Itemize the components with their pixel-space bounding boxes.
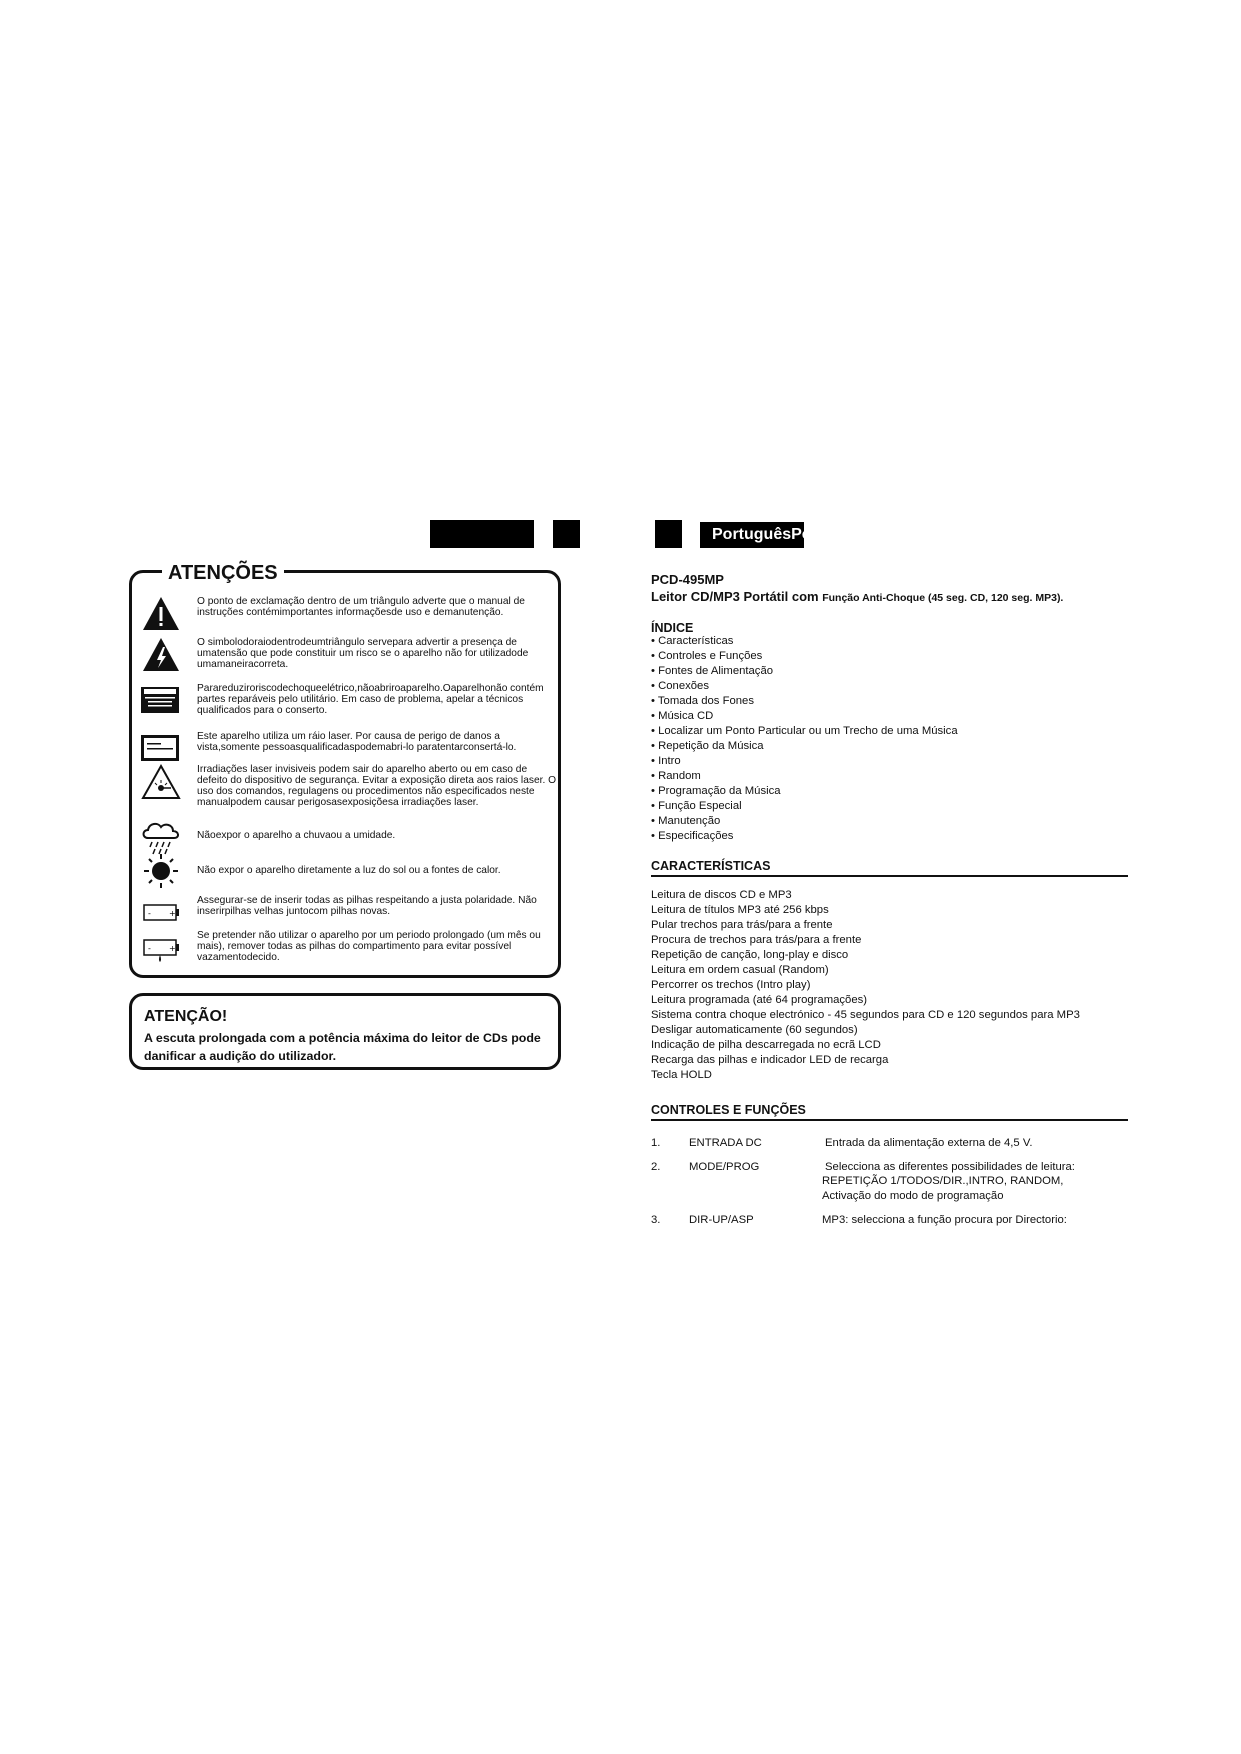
svg-text:-: -: [148, 944, 151, 953]
laser-class-label-icon: [140, 731, 184, 767]
svg-text:+: +: [169, 944, 176, 953]
features-list: [651, 888, 1080, 1083]
list-item: Recarga das pilhas e indicador LED de recarga: [651, 1054, 889, 1066]
header-block-2: [553, 520, 580, 548]
exclamation-triangle-icon: [140, 596, 184, 632]
list-item: • Repetição da Música: [651, 740, 764, 752]
list-item: Leitura de títulos MP3 até 256 kbps: [651, 904, 829, 916]
list-item: • Função Especial: [651, 800, 742, 812]
features-title: CARACTERÍSTICAS: [651, 859, 1128, 877]
list-item: Repetição de canção, long-play e disco: [651, 949, 849, 961]
list-item: • Fontes de Alimentação: [651, 665, 774, 677]
list-item: Desligar automaticamente (60 segundos): [651, 1024, 858, 1036]
list-item: • Random: [651, 770, 701, 782]
list-item: • Controles e Funções: [651, 650, 763, 662]
product-subtitle: Leitor CD/MP3 Portátil com Função Anti-Choque (45 seg. CD, 120 seg. MP3).: [651, 589, 1064, 604]
list-item: Leitura em ordem casual (Random): [651, 964, 829, 976]
list-item: • Manutenção: [651, 815, 721, 827]
index-list: [651, 634, 958, 844]
list-item: Leitura programada (até 64 programações): [651, 994, 868, 1006]
list-item: • Especificações: [651, 830, 734, 842]
rain-cloud-icon: [140, 820, 184, 856]
header-block-3: [655, 520, 682, 548]
list-item: • Tomada dos Fones: [651, 695, 754, 707]
list-item: Percorrer os trechos (Intro play): [651, 979, 811, 991]
model-number: PCD-495MP: [651, 572, 724, 587]
svg-text:+: +: [169, 909, 176, 918]
list-item: • Intro: [651, 755, 681, 767]
svg-text:-: -: [148, 909, 151, 918]
lightning-triangle-icon: [140, 637, 184, 673]
warnings-title: ATENÇÕES: [162, 560, 284, 586]
controls-title: CONTROLES E FUNÇÕES: [651, 1103, 1128, 1121]
list-item: Tecla HOLD: [651, 1069, 712, 1081]
list-item: Procura de trechos para trás/para a frente: [651, 934, 862, 946]
attention-title: ATENÇÃO!: [144, 1008, 228, 1025]
list-item: Indicação de pilha descarregada no ecrã LCD: [651, 1039, 881, 1051]
caution-label-icon: [140, 683, 184, 719]
list-item: • Conexões: [651, 680, 709, 692]
list-item: • Características: [651, 635, 734, 647]
list-item: • Música CD: [651, 710, 714, 722]
list-item: • Localizar um Ponto Particular ou um Trecho de uma Música: [651, 725, 958, 737]
battery-leak-icon: [140, 930, 184, 966]
language-tab: PortuguêsPortuguês: [700, 522, 804, 548]
index-title: ÍNDICE: [651, 621, 694, 635]
battery-polarity-icon: [140, 895, 184, 931]
list-item: Sistema contra choque electrónico - 45 segundos para CD e 120 segundos para MP3: [651, 1009, 1080, 1021]
header-block-1: [430, 520, 534, 548]
list-item: Pular trechos para trás/para a frente: [651, 919, 833, 931]
list-item: • Programação da Música: [651, 785, 781, 797]
list-item: Leitura de discos CD e MP3: [651, 889, 792, 901]
laser-radiation-icon: [140, 764, 184, 800]
sun-icon: [140, 853, 184, 889]
attention-box: [129, 993, 561, 1070]
attention-text: A escuta prolongada com a potência máxima do leitor de CDs pode danificar a audição do utilizador.: [144, 1031, 541, 1063]
